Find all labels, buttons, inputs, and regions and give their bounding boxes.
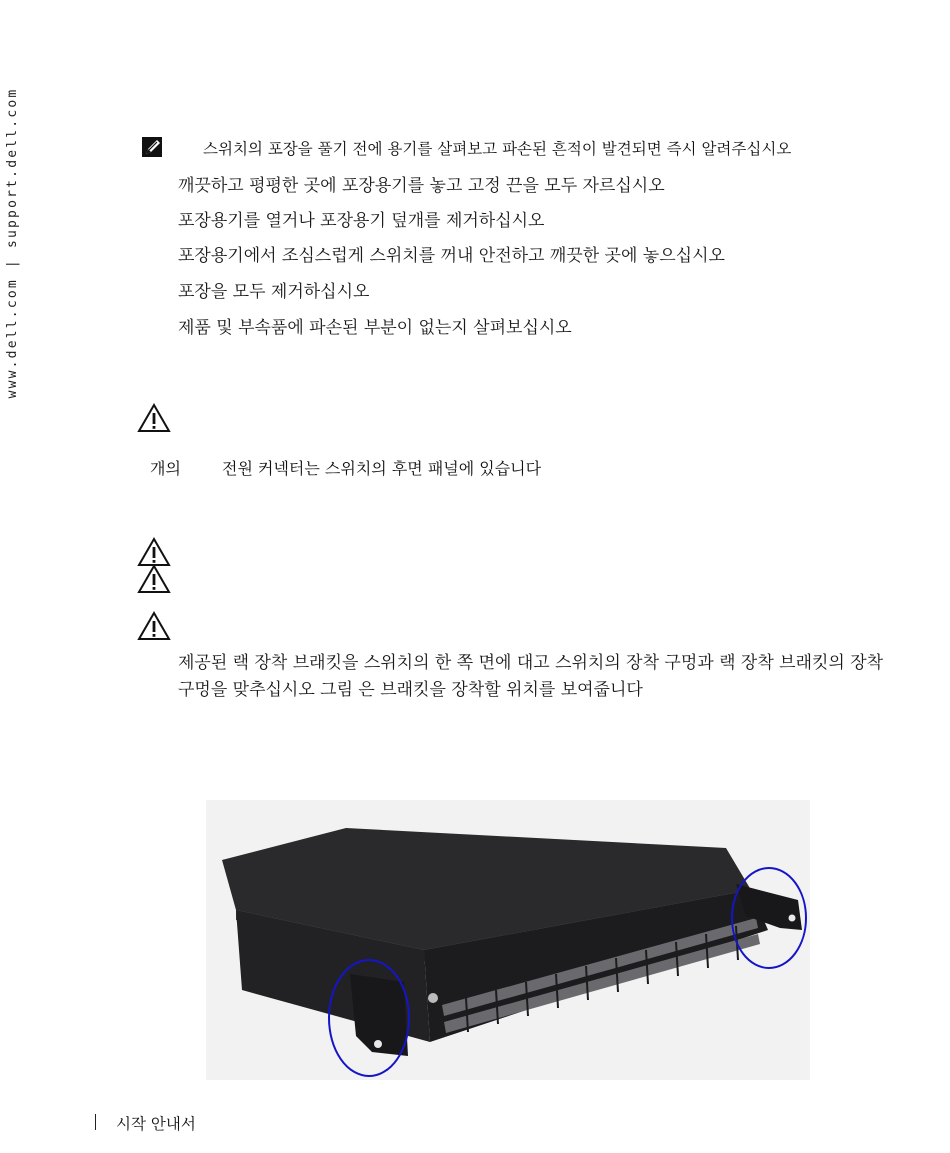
step-5: 제품 및 부속품에 파손된 부분이 없는지 살펴보십시오 (178, 318, 572, 338)
caution-label: 개의 (150, 459, 181, 478)
step-2: 포장용기를 열거나 포장용기 덮개를 제거하십시오 (178, 211, 545, 231)
warning-triangle-icon (137, 564, 171, 594)
step-1: 깨끗하고 평평한 곳에 포장용기를 놓고 고정 끈을 모두 자르십시오 (178, 176, 665, 196)
warning-triangle-icon (137, 537, 171, 567)
warning-triangle-icon (137, 403, 171, 433)
switch-photo (206, 800, 810, 1080)
caution-text: 전원 커넥터는 스위치의 후면 패널에 있습니다 (222, 459, 542, 478)
footer-divider (95, 1114, 96, 1130)
step-4: 포장을 모두 제거하십시오 (178, 282, 370, 302)
side-url-text: www.dell.com | support.dell.com (5, 87, 20, 399)
mount-instruction-text: 제공된 랙 장착 브래킷을 스위치의 한 쪽 면에 대고 스위치의 장착 구멍과 랙 장착 브래킷의 장착 구멍을 맞추십시오 그림 은 브래킷을 장착할 위치를 보여줍니다 (178, 653, 884, 700)
note-pencil-icon (140, 135, 166, 161)
note-text: 스위치의 포장을 풀기 전에 용기를 살펴보고 파손된 흔적이 발견되면 즉시 알려주십시오 (203, 140, 792, 158)
warning-triangle-icon (137, 611, 171, 641)
footer-title: 시작 안내서 (116, 1115, 196, 1133)
step-3: 포장용기에서 조심스럽게 스위치를 꺼내 안전하고 깨끗한 곳에 놓으십시오 (178, 246, 725, 266)
